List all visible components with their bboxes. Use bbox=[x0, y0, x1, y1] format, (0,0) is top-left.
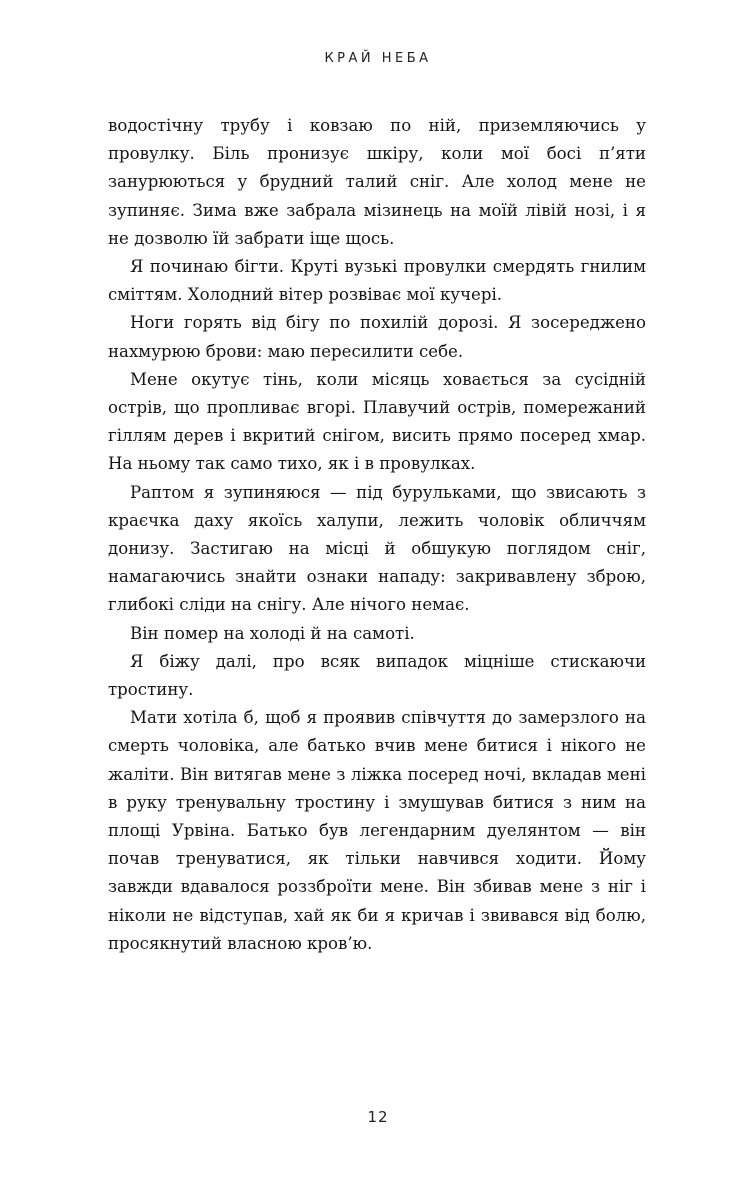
paragraph-5: Раптом я зупиняюся — під бурульками, що звисають з краєчка даху якоїсь халупи, лежить чоловік обличчям донизу. Застигаю на місці й обшукую поглядом сніг, намагаючись знайти ознаки нападу: закривавлену зброю, глибокі сліди на снігу. Але нічого немає. bbox=[108, 482, 646, 615]
paragraph-7: Я біжу далі, про всяк випадок міцніше стискаючи тростину. bbox=[108, 651, 646, 700]
body-text bbox=[108, 112, 646, 958]
paragraph-8: Мати хотіла б, щоб я проявив співчуття до замерзлого на смерть чоловіка, але батько вчив мене битися і нікого не жаліти. Він витягав мене з ліжка посеред ночі, вкладав мені в руку тренувальну тростину і змушував битися з ним на площі Урвіна. Батько був легендарним дуелянтом — він почав тренуватися, як тільки навчився ходити. Йому завжди вдавалося роззброїти мене. Він збивав мене з ніг і ніколи не відступав, хай як би я кричав і звивався від болю, просякнутий власною кров’ю. bbox=[108, 708, 646, 953]
paragraph-4: Мене окутує тінь, коли місяць ховається за сусідній острів, що пропливає вгорі. Плавучий острів, помережаний гіллям дерев і вкритий снігом, висить прямо посеред хмар. На ньому так само тихо, як і в провулках. bbox=[108, 369, 646, 474]
paragraph-2: Я починаю бігти. Круті вузькі провулки смердять гнилим сміттям. Холодний вітер розвіває мої кучері. bbox=[108, 257, 646, 305]
paragraph-3: Ноги горять від бігу по похилій дорозі. Я зосереджено нахмурюю брови: маю пересилити себе. bbox=[108, 313, 646, 361]
paragraph-1: водостічну трубу і ковзаю по ній, приземляючись у провулку. Біль пронизує шкіру, коли мої босі п’яти занурюються у брудний талий сніг. Але холод мене не зупиняє. Зима вже забрала мізинець на моїй лівій нозі, і я не дозволю їй забрати іще щось. bbox=[108, 116, 646, 248]
running-header: КРАЙ НЕБА bbox=[324, 51, 432, 66]
paragraph-6: Він помер на холоді й на самоті. bbox=[130, 623, 415, 643]
page-number: 12 bbox=[367, 1108, 389, 1126]
